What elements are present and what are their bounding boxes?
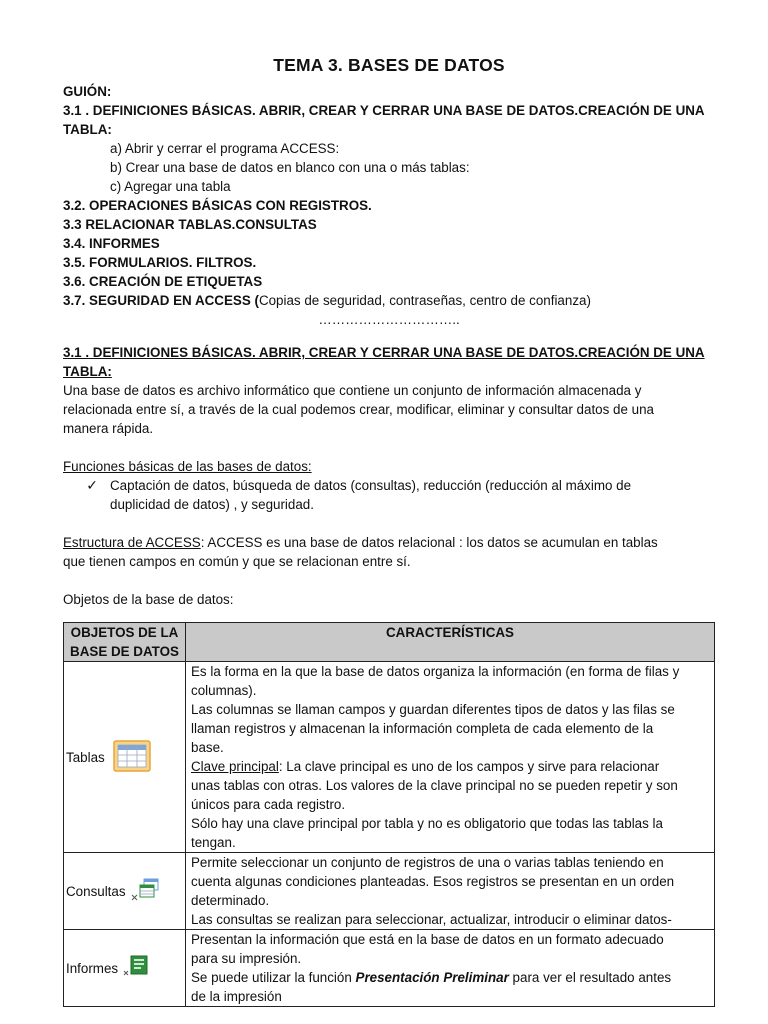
page-title: TEMA 3. BASES DE DATOS (273, 55, 505, 75)
table-row (64, 853, 715, 930)
guion-item-3-1-line2: TABLA: (63, 122, 112, 137)
objetos-label: Objetos de la base de datos: (63, 592, 234, 607)
header-caracteristicas: CARACTERÍSTICAS (186, 623, 715, 662)
guion-sub-b: b) Crear una base de datos en blanco con una o más tablas: (110, 160, 470, 175)
informes-func-pre: Se puede utilizar la función (191, 970, 356, 985)
header-objetos (64, 623, 186, 662)
estructura-text: : ACCESS es una base de datos relacional : los datos se acumulan en tablas (200, 535, 658, 550)
checkmark-icon: ✓ (86, 477, 98, 493)
header-objetos-line2: BASE DE DATOS (70, 644, 179, 659)
tablas-line-1: Es la forma en la que la base de datos organiza la información (en forma de filas y (191, 664, 680, 679)
clave-line-1 (191, 757, 710, 776)
object-cell-tablas (64, 662, 186, 853)
tablas-line-2: columnas). (191, 683, 257, 698)
consultas-line-1: Permite seleccionar un conjunto de registros de una o varias tablas teniendo en (191, 855, 664, 870)
guion-item-3-7-bold: 3.7. SEGURIDAD EN ACCESS ( (63, 293, 259, 308)
guion-item-3-7 (63, 291, 715, 310)
report-icon (122, 954, 150, 983)
intro-line-3: manera rápida. (63, 421, 154, 436)
header-objetos-line1: OBJETOS DE LA (70, 625, 179, 640)
presentacion-preliminar-emphasis: Presentación Preliminar (355, 970, 509, 985)
table-header-row (64, 623, 715, 662)
section-3-1-heading-line2: TABLA: (63, 364, 112, 379)
clave-line-3: únicos para cada registro. (191, 797, 346, 812)
object-name-consultas: Consultas (66, 883, 126, 899)
guion-label: GUIÓN: (63, 84, 112, 99)
informes-line-3 (191, 968, 710, 987)
guion-item-3-3: 3.3 RELACIONAR TABLAS.CONSULTAS (63, 217, 317, 232)
guion-item-3-4: 3.4. INFORMES (63, 236, 160, 251)
description-cell-tablas (186, 662, 715, 853)
object-cell-informes (64, 930, 186, 1007)
guion-sub-a: a) Abrir y cerrar el programa ACCESS: (110, 141, 340, 156)
funciones-list-item (63, 476, 715, 514)
tablas-line-5: base. (191, 740, 224, 755)
intro-line-2: relacionada entre sí, a través de la cual podemos crear, modificar, eliminar y consultar datos de una (63, 402, 654, 417)
guion-item-3-6: 3.6. CREACIÓN DE ETIQUETAS (63, 274, 263, 289)
informes-line-4: de la impresión (191, 989, 282, 1004)
informes-func-post: para ver el resultado antes (508, 970, 672, 985)
clave-line-4: Sólo hay una clave principal por tabla y no es obligatorio que todas las tablas la (191, 816, 663, 831)
guion-sub-c: c) Agregar una tabla (110, 179, 231, 194)
object-name-tablas: Tablas (66, 749, 105, 765)
funciones-line-1: Captación de datos, búsqueda de datos (consultas), reducción (reducción al máximo de (110, 478, 632, 493)
clave-line-1-text: : La clave principal es uno de los campos y sirve para relacionar (278, 759, 660, 774)
consultas-line-4: Las consultas se realizan para seleccionar, actualizar, introducir o eliminar datos- (191, 912, 672, 927)
guion-item-3-2: 3.2. OPERACIONES BÁSICAS CON REGISTROS. (63, 198, 372, 213)
description-cell-consultas (186, 853, 715, 930)
clave-principal-label: Clave principal (191, 759, 279, 774)
estructura-label: Estructura de ACCESS (63, 535, 201, 550)
object-name-informes: Informes (66, 960, 119, 976)
object-cell-consultas (64, 853, 186, 930)
informes-line-2: para su impresión. (191, 951, 302, 966)
tablas-line-3: Las columnas se llaman campos y guardan diferentes tipos de datos y las filas se (191, 702, 675, 717)
estructura-line-2: que tienen campos en común y que se relacionan entre sí. (63, 554, 411, 569)
separator: ………………………….. (318, 312, 460, 327)
objects-table (63, 622, 715, 1007)
funciones-line-2: duplicidad de datos) , y seguridad. (110, 497, 314, 512)
table-icon (113, 740, 151, 775)
table-row (64, 662, 715, 853)
guion-item-3-5: 3.5. FORMULARIOS. FILTROS. (63, 255, 257, 270)
guion-item-3-7-rest: Copias de seguridad, contraseñas, centro de confianza) (258, 293, 591, 308)
funciones-label: Funciones básicas de las bases de datos: (63, 459, 312, 474)
table-row (64, 930, 715, 1007)
clave-line-2: unas tablas con otras. Los valores de la clave principal no se pueden repetir y son (191, 778, 678, 793)
consultas-line-2: cuenta algunas condiciones planteadas. Esos registros se presentan en un orden (191, 874, 675, 889)
informes-line-1: Presentan la información que está en la base de datos en un formato adecuado (191, 932, 664, 947)
description-cell-informes (186, 930, 715, 1007)
query-icon (130, 877, 162, 906)
intro-line-1: Una base de datos es archivo informático que contiene un conjunto de información almacenada y (63, 383, 642, 398)
document-page (63, 55, 715, 609)
guion-item-3-1-line1: 3.1 . DEFINICIONES BÁSICAS. ABRIR, CREAR Y CERRAR UNA BASE DE DATOS.CREACIÓN DE UNA (63, 103, 705, 118)
tablas-line-4: llaman registros y almacenan la información completa de cada elemento de la (191, 721, 654, 736)
estructura-line-1 (63, 533, 715, 552)
consultas-line-3: determinado. (191, 893, 270, 908)
clave-line-5: tengan. (191, 835, 236, 850)
section-3-1-heading-line1: 3.1 . DEFINICIONES BÁSICAS. ABRIR, CREAR Y CERRAR UNA BASE DE DATOS.CREACIÓN DE UNA (63, 345, 705, 360)
